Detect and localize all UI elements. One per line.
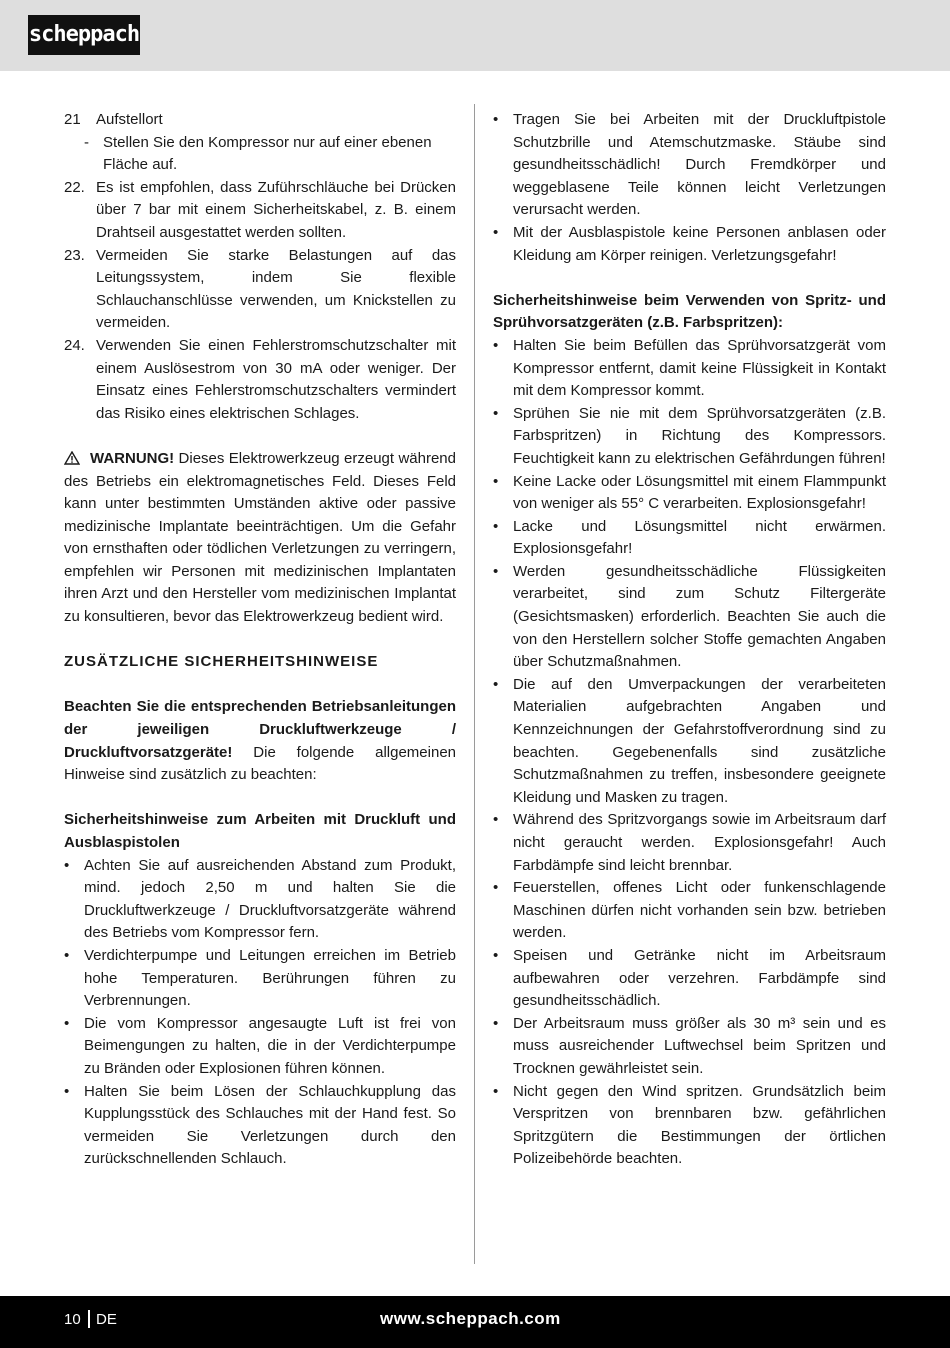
language-code: DE [96,1311,117,1328]
bullet-text: Verdichterpumpe und Leitungen erreichen im Betrieb hohe Temperaturen. Berührungen führen zu Verbrennungen. [84,946,456,1010]
brand-logo: scheppach [28,15,140,55]
list-item [493,516,886,561]
bullet-text: Mit der Ausblaspistole keine Personen anblasen oder Kleidung am Körper reinigen. Verletzungsgefahr! [513,223,886,264]
bullet-text: Die auf den Umverpackungen der verarbeiteten Materialien aufgebrachten Angaben und Kennzeichnungen der Gefahrstoffverordnung sind zu beachten. Gegebenenfalls sind zusätzliche Schutzmaßnahmen zu treffen, insbesondere geeignete Kleidung und Masken zu tragen. [513,675,886,806]
bullet-marker: • [493,336,499,354]
bullet-marker: • [493,675,499,693]
page-number: 10 [64,1311,81,1328]
list-item [64,855,456,945]
bullet-marker: • [493,562,499,580]
bullet-text: Werden gesundheitsschädliche Flüssigkeiten verarbeitet, sind zum Schutz Filtergeräte (Gesichtsmasken) erforderlich. Beachten Sie auch die von den Herstellern solcher Stoffe gemachten Angaben über Schutzmaßnahmen. [513,562,886,671]
list-item [493,1081,886,1171]
item-text: Stellen Sie den Kompressor nur auf einer ebenen Fläche auf. [103,133,432,174]
warning-paragraph [64,448,456,629]
numbered-item [64,177,456,245]
bullet-text: Lacke und Lösungsmittel nicht erwärmen. Explosionsgefahr! [513,517,886,558]
list-item [493,335,886,403]
bullet-text: Die vom Kompressor angesaugte Luft ist frei von Beimengungen zu halten, die in der Verdichterpumpe zu Bränden oder Explosionen führen können. [84,1014,456,1077]
list-item [493,674,886,810]
list-item [493,809,886,877]
bullet-marker: • [493,1082,499,1100]
item-text: Es ist empfohlen, dass Zuführschläuche bei Drücken über 7 bar mit einem Sicherheitskabel, z. B. einem Drahtseil ausgestattet werden sollten. [96,178,456,241]
warning-triangle-icon [64,450,80,464]
bullet-text: Keine Lacke oder Lösungsmittel mit einem Flammpunkt von weniger als 55° C verarbeiten. Explosionsgefahr! [513,472,886,513]
item-number: 24. [64,336,85,354]
numbered-item [64,109,456,132]
list-item [493,561,886,674]
bullet-text: Speisen und Getränke nicht im Arbeitsraum aufbewahren oder verzehren. Farbdämpfe sind gesundheitsschädlich. [513,946,886,1010]
bullet-marker: • [64,946,70,964]
item-text: Verwenden Sie einen Fehlerstromschutzschalter mit einem Auslösestrom von 30 mA oder weniger. Der Einsatz eines Fehlerstromschutzschalters vermindert das Risiko eines elektrischen Schlages. [96,336,456,422]
footer-separator [88,1310,90,1328]
dash-item [64,132,456,177]
bullet-text: Der Arbeitsraum muss größer als 30 m³ sein und es muss ausreichender Luftwechsel beim Spritzen und Trocknen gewährleistet sein. [513,1014,886,1077]
bullet-marker: • [493,472,499,490]
list-item [64,1081,456,1171]
bullet-text: Nicht gegen den Wind spritzen. Grundsätzlich beim Verspritzen von brennbaren bzw. gefährlichen Spritzgütern die Bestimmungen der örtlichen Polizeibehörde beachten. [513,1082,886,1168]
bullet-marker: • [493,1014,499,1032]
bullet-marker: • [64,1082,70,1100]
list-item [493,109,886,222]
website-link[interactable]: www.scheppach.com [380,1309,561,1328]
numbered-item [64,245,456,335]
bullet-text: Feuerstellen, offenes Licht oder funkenschlagende Maschinen dürfen nicht vorhanden sein bzw. betrieben werden. [513,879,886,942]
bullet-text: Während des Spritzvorgangs sowie im Arbeitsraum darf nicht geraucht werden. Explosionsgefahr! Auch Farbdämpfe sind leicht brennbar. [513,811,886,874]
item-text: Aufstellort [96,111,163,128]
item-number: 22. [64,178,85,196]
list-item [493,877,886,945]
bullet-marker: • [64,1014,70,1032]
bullet-text: Sprühen Sie nie mit dem Sprühvorsatzgeräten (z.B. Farbspritzen) in Richtung des Kompressors. Feuchtigkeit kann zu elektrischen Gefährdungen führen! [513,404,886,467]
bullet-marker: • [493,879,499,897]
bullet-marker: • [493,404,499,422]
page-footer [0,1296,950,1348]
list-item [493,471,886,516]
sub-heading: Sicherheitshinweise zum Arbeiten mit Druckluft und Ausblaspistolen [64,811,456,851]
page-header [0,0,950,71]
warning-label: WARNUNG! [90,449,175,467]
intro-paragraph [64,696,456,786]
bullet-marker: • [493,517,499,535]
bullet-text: Halten Sie beim Befüllen das Sprühvorsatzgerät vom Kompressor entfernt, damit keine Flüssigkeit in Kontakt mit dem Kompressor kommt. [513,336,886,400]
list-item [493,403,886,471]
right-column [493,109,886,1171]
bullet-marker: • [493,811,499,829]
list-item [493,945,886,1013]
list-item [64,1013,456,1081]
item-number: 23. [64,246,85,264]
list-item [64,945,456,1013]
bullet-marker: • [493,111,499,128]
bullet-marker: • [493,946,499,964]
sub-heading: Sicherheitshinweise beim Verwenden von Spritz- und Sprühvorsatzgeräten (z.B. Farbspritzen): [493,291,886,332]
list-item [493,1013,886,1081]
column-divider [474,104,475,1264]
intro-text: Die folgende allgemeinen Hinweise sind zusätzlich zu beachten: [64,743,456,784]
warning-text: Dieses Elektrowerkzeug erzeugt während des Betriebs ein elektromagnetisches Feld. Dieses Feld kann unter bestimmten Umständen aktive oder passive medizinische Implantate beeinträchtigen. Um die Gefahr von ernsthaften oder tödlichen Verletzungen zu verringern, empfehlen wir Personen mit medizinischen Implantaten ihren Arzt und den Hersteller vom medizinischen Implantat zu konsultieren, bevor das Elektrowerkzeug bedient wird. [64,449,456,626]
dash-marker: - [84,133,89,151]
bullet-text: Halten Sie beim Lösen der Schlauchkupplung das Kupplungsstück des Schlauches mit der Hand fest. So vermeiden Sie Verletzungen durch den zurückschnellenden Schlauch. [84,1082,456,1168]
bullet-text: Achten Sie auf ausreichenden Abstand zum Produkt, mind. jedoch 2,50 m und halten Sie die Druckluftwerkzeuge / Druckluftvorsatzgeräte während des Betriebs vom Kompressor fern. [84,856,456,942]
item-number: 21 [64,111,81,128]
list-item [493,222,886,267]
bullet-marker: • [64,856,70,874]
section-heading: ZUSÄTZLICHE SICHERHEITSHINWEISE [64,653,379,671]
item-text: Vermeiden Sie starke Belastungen auf das Leitungssystem, indem Sie flexible Schlauchanschlüsse verwenden, um Knickstellen zu vermeiden. [96,246,456,332]
numbered-item [64,335,456,425]
bullet-text: Tragen Sie bei Arbeiten mit der Druckluftpistole Schutzbrille und Atemschutzmaske. Stäube sind gesundheitsschädlich! Durch Fremdkörper und weggeblasene Teile können leicht Verletzungen verursacht werden. [513,111,886,219]
bullet-marker: • [493,223,499,241]
left-column [64,109,456,1171]
intro-bold: Beachten Sie die entsprechenden Betriebsanleitungen der jeweiligen Druckluftwerkzeuge / Druckluftvorsatzgeräte! [64,698,456,761]
